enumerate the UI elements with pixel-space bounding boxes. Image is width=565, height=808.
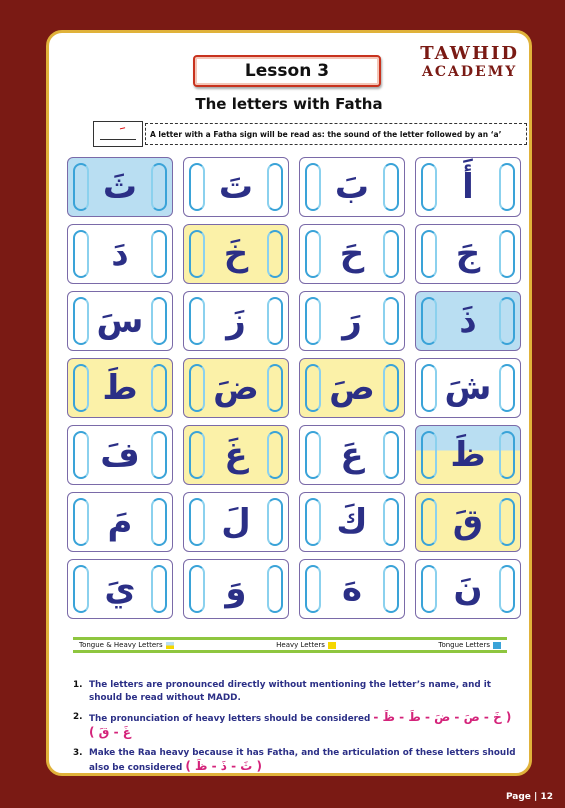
letter-card	[183, 224, 289, 284]
letter-card	[299, 291, 405, 351]
legend-tongue	[438, 641, 501, 649]
legend-heavy	[276, 641, 336, 649]
letter-glyph: أَ	[462, 167, 474, 207]
legend-heavy-label: Heavy Letters	[276, 641, 325, 649]
letter-card	[67, 425, 173, 485]
tongue-swatch	[493, 642, 501, 649]
heavy-swatch	[328, 642, 336, 649]
letters-grid	[67, 157, 523, 619]
letter-glyph: ثَ	[102, 167, 138, 207]
letter-glyph: ذَ	[459, 301, 477, 341]
fatha-sign-box	[93, 121, 143, 147]
fatha-rule-text: A letter with a Fatha sign will be read as: the sound of the letter followed by an ‘a’	[145, 123, 527, 145]
letter-card	[67, 559, 173, 619]
brand-subname: ACADEMY	[422, 64, 518, 80]
legend-tongue-label: Tongue Letters	[438, 641, 490, 649]
letter-glyph: شَ	[444, 368, 492, 408]
note-text: The pronunciation of heavy letters should be considered	[89, 714, 371, 724]
letter-card	[183, 291, 289, 351]
letter-glyph: غَ	[224, 435, 248, 475]
page-subtitle: The letters with Fatha	[195, 95, 383, 113]
letter-card	[67, 224, 173, 284]
letter-card	[299, 157, 405, 217]
note-arabic-letters: ( خَ - صَ - ضَ - طَ - ظَ - غَ - قَ )	[89, 710, 512, 739]
letter-card	[67, 291, 173, 351]
lesson-page	[46, 30, 532, 776]
letter-glyph: فَ	[100, 435, 140, 475]
letter-card	[183, 157, 289, 217]
color-legend	[73, 637, 507, 653]
letter-card	[299, 559, 405, 619]
letter-glyph: حَ	[339, 234, 365, 274]
letter-card	[415, 425, 521, 485]
letter-card	[415, 224, 521, 284]
letter-glyph: مَ	[107, 502, 133, 542]
note-number: 2.	[73, 712, 83, 722]
letter-card	[67, 157, 173, 217]
letter-glyph: وَ	[225, 569, 247, 609]
baseline	[100, 139, 136, 140]
note-arabic-letters: ( ثَ - ذَ - ظَ )	[185, 759, 263, 773]
brand-name: TAWHID	[420, 43, 519, 64]
letter-glyph: جَ	[455, 234, 481, 274]
brand-logo	[420, 45, 519, 79]
notes-list	[73, 679, 519, 776]
page-number: Page | 12	[505, 792, 553, 802]
note-text: The letters are pronounced directly without mentioning the letter’s name, and it should be read without MADD.	[89, 680, 491, 703]
legend-tongue-heavy	[79, 641, 174, 649]
note-item	[73, 679, 519, 705]
letter-card	[415, 559, 521, 619]
note-number: 1.	[73, 680, 83, 690]
letter-glyph: لَ	[221, 502, 251, 542]
letter-card	[415, 492, 521, 552]
letter-glyph: صَ	[329, 368, 375, 408]
letter-glyph: ضَ	[213, 368, 259, 408]
letter-card	[183, 358, 289, 418]
letter-glyph: خَ	[223, 234, 249, 274]
letter-card	[67, 492, 173, 552]
letter-glyph: عَ	[340, 435, 364, 475]
note-item	[73, 747, 519, 775]
legend-tongue-heavy-label: Tongue & Heavy Letters	[79, 641, 163, 649]
letter-glyph: نَ	[453, 569, 483, 609]
letter-glyph: زَ	[226, 301, 246, 341]
letter-glyph: يَ	[104, 569, 136, 609]
letter-glyph: رَ	[342, 301, 362, 341]
letter-card	[299, 492, 405, 552]
letter-card	[415, 358, 521, 418]
letter-glyph: ظَ	[450, 435, 486, 475]
note-item	[73, 711, 519, 741]
letter-glyph: هَ	[341, 569, 363, 609]
letter-card	[415, 291, 521, 351]
letter-glyph: بَ	[334, 167, 370, 207]
note-text: Make the Raa heavy because it has Fatha, and the articulation of these letters should also be considered	[89, 748, 516, 773]
letter-glyph: طَ	[102, 368, 138, 408]
letter-glyph: سَ	[96, 301, 144, 341]
letter-glyph: كَ	[336, 502, 368, 542]
letter-card	[299, 425, 405, 485]
letter-card	[183, 559, 289, 619]
letter-card	[299, 224, 405, 284]
note-number: 3.	[73, 748, 83, 758]
letter-card	[415, 157, 521, 217]
letter-card	[299, 358, 405, 418]
letter-glyph: دَ	[111, 234, 129, 274]
lesson-title: Lesson 3	[193, 55, 381, 87]
letter-card	[67, 358, 173, 418]
tongue-heavy-swatch	[166, 642, 174, 649]
letter-glyph: قَ	[452, 502, 484, 542]
letter-glyph: تَ	[218, 167, 254, 207]
letter-card	[183, 492, 289, 552]
letter-card	[183, 425, 289, 485]
